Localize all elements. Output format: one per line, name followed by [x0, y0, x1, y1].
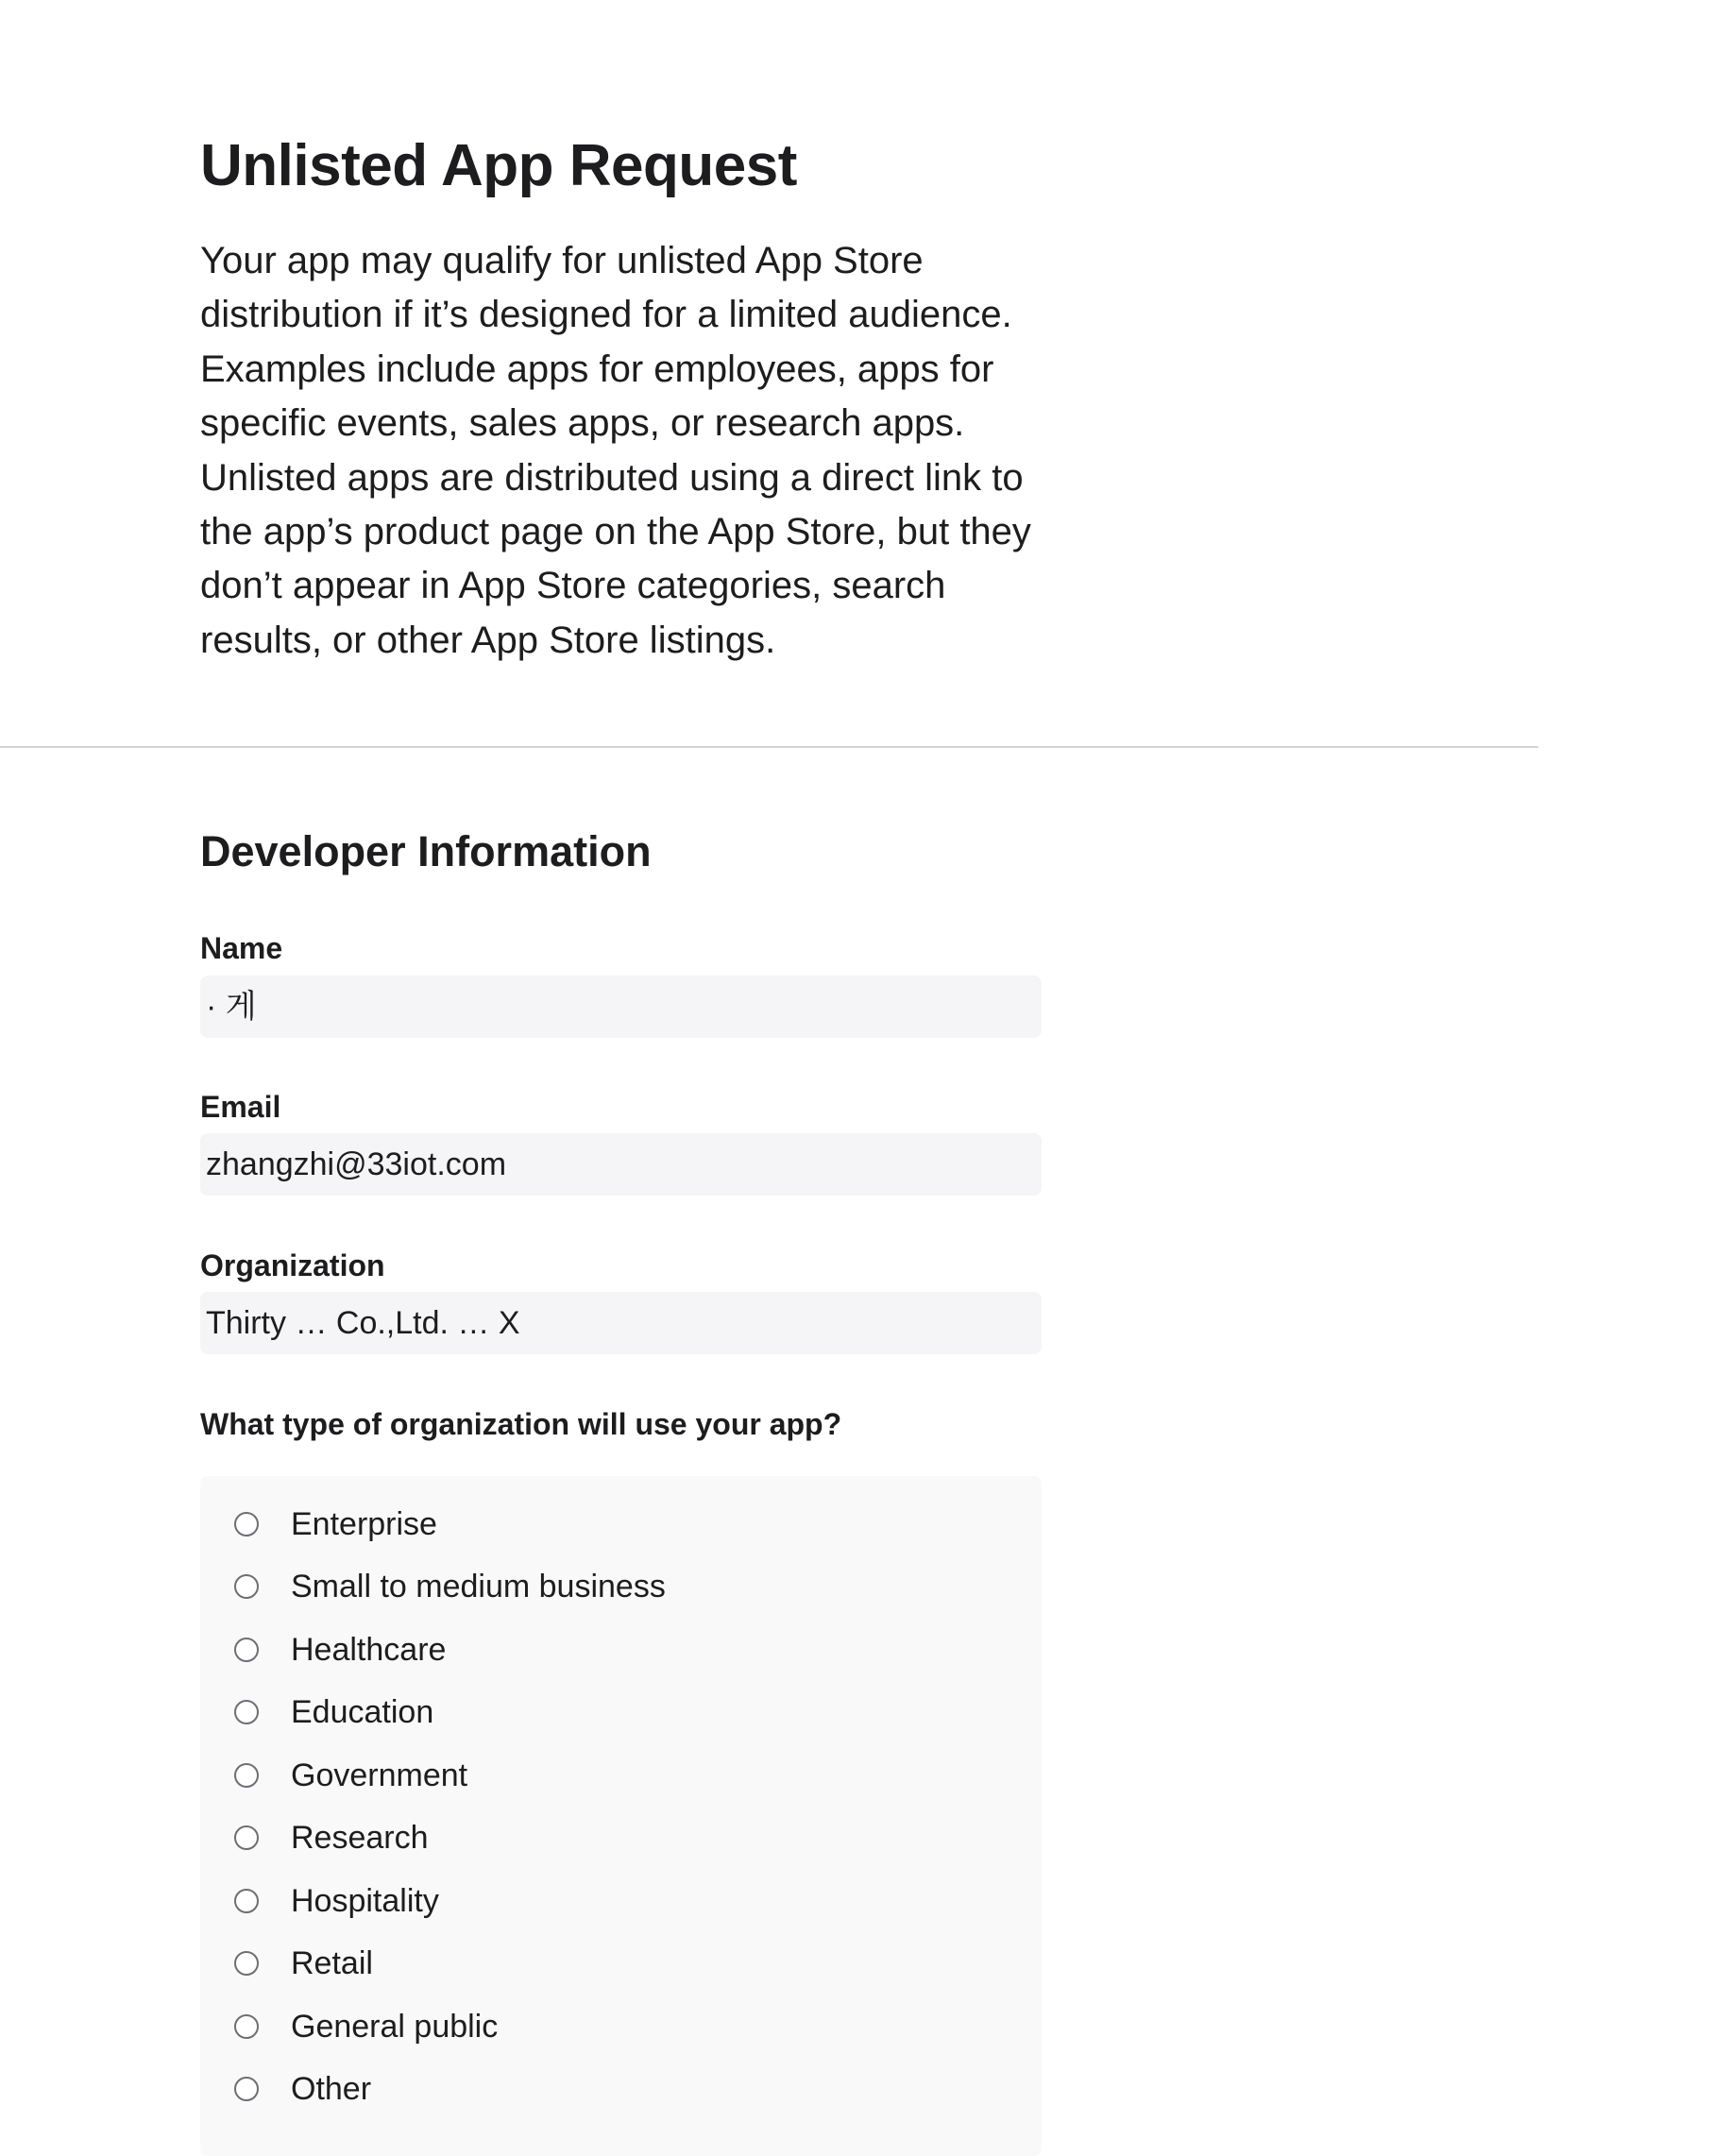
radio-button-icon[interactable] [234, 1825, 259, 1850]
organization-label: Organization [200, 1248, 385, 1282]
email-value: zhangzhi@33iot.com [206, 1146, 507, 1182]
radio-button-icon[interactable] [234, 1889, 259, 1913]
radio-option-retail[interactable] [234, 1940, 373, 1987]
radio-button-icon[interactable] [234, 1763, 259, 1788]
radio-option-healthcare[interactable] [234, 1626, 446, 1673]
option-label: Enterprise [291, 1505, 437, 1542]
radio-button-icon[interactable] [234, 1574, 259, 1599]
radio-button-icon[interactable] [234, 2014, 259, 2039]
intro-paragraph: Your app may qualify for unlisted App Store distribution if it’s designed for a limited audience. Examples include apps for employees, apps for specific events, sales apps, or research apps. Unlisted apps are distributed using a direct link to the app’s product page on the App Store, but they don’t appear in App Store categories, search results, or other App Store listings. [200, 240, 1031, 661]
email-label: Email [200, 1090, 281, 1124]
name-value: · 게 [206, 989, 257, 1025]
org-type-question: What type of organization will use your app? [200, 1407, 842, 1441]
radio-button-icon[interactable] [234, 1951, 259, 1976]
radio-option-enterprise[interactable] [234, 1501, 437, 1548]
radio-option-research[interactable] [234, 1814, 429, 1861]
email-field[interactable] [200, 1133, 1042, 1196]
radio-button-icon[interactable] [234, 1638, 259, 1662]
option-label: General public [291, 2008, 499, 2045]
radio-option-hospitality[interactable] [234, 1877, 439, 1925]
option-label: Government [291, 1757, 468, 1793]
radio-option-general-public[interactable] [234, 2003, 498, 2050]
developer-info-heading: Developer Information [200, 827, 652, 875]
option-label: Education [291, 1693, 434, 1730]
option-label: Research [291, 1819, 429, 1856]
name-label: Name [200, 931, 283, 965]
organization-value: Thirty … Co.,Ltd. … X [206, 1305, 520, 1341]
radio-button-icon[interactable] [234, 1700, 259, 1724]
option-label: Hospitality [291, 1882, 439, 1919]
radio-option-small-medium-business[interactable] [234, 1563, 666, 1610]
organization-field[interactable] [200, 1292, 1042, 1354]
radio-option-other[interactable] [234, 2065, 371, 2113]
option-label: Retail [291, 1944, 373, 1981]
section-divider [0, 746, 1538, 748]
radio-option-education[interactable] [234, 1689, 433, 1736]
radio-button-icon[interactable] [234, 1512, 259, 1536]
name-field[interactable] [200, 976, 1042, 1038]
page-title: Unlisted App Request [200, 133, 797, 198]
option-label: Other [291, 2070, 372, 2107]
radio-button-icon[interactable] [234, 2077, 259, 2101]
radio-option-government[interactable] [234, 1752, 467, 1799]
option-label: Small to medium business [291, 1568, 666, 1604]
org-type-radio-group [200, 1476, 1042, 2156]
option-label: Healthcare [291, 1631, 447, 1668]
